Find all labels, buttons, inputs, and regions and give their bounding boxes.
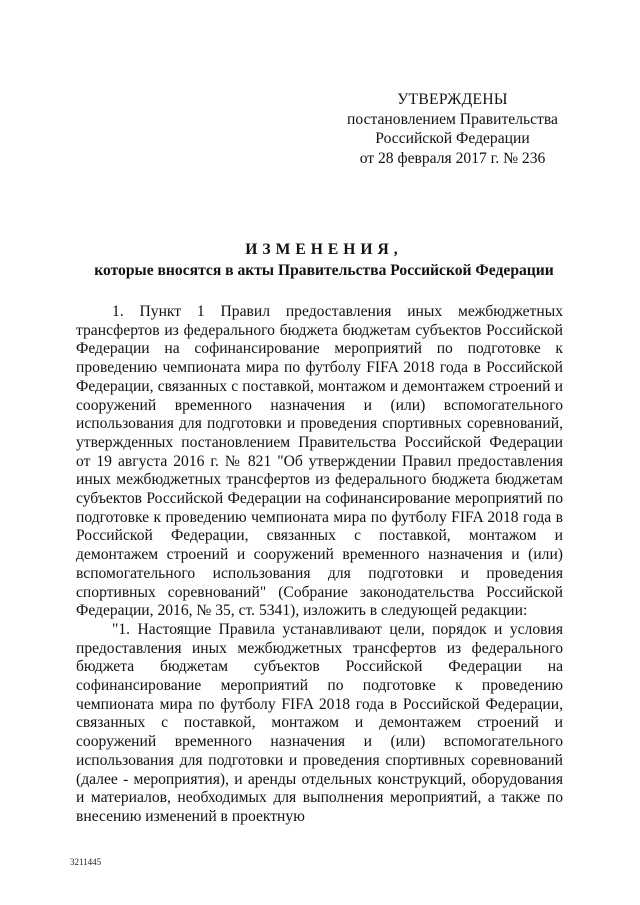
- approval-block: [330, 90, 575, 168]
- document-title: ИЗМЕНЕНИЯ,: [245, 241, 403, 258]
- document-body: [76, 303, 563, 827]
- approval-line: Российской Федерации: [375, 130, 530, 147]
- document-subtitle: которые вносятся в акты Правительства Российской Федерации: [94, 262, 554, 279]
- approval-heading: УТВЕРЖДЕНЫ: [397, 91, 508, 108]
- document-code: 3211445: [70, 857, 102, 867]
- approval-date-number: от 28 февраля 2017 г. № 236: [359, 149, 546, 167]
- approval-line: постановлением Правительства: [347, 110, 558, 128]
- paragraph: "1. Настоящие Правила устанавливают цели, порядок и условия предоставления иных межбюджетных трансфертов из федерального бюджета бюджетам субъектов Российской Федерации на софинансирование мероприятий по подготовке к проведению чемпионата мира по футболу FIFA 2018 года в Российской Федерации, связанных с поставкой, монтажом и демонтажем строений и сооружений временного назначения и (или) вспомогательного использования для подготовки и проведения спортивных соревнований (далее - мероприятия), и аренды отдельных конструкций, оборудования и материалов, необходимых для выполнения мероприятий, а также по внесению изменений в проектную: [76, 620, 563, 825]
- paragraph: 1. Пункт 1 Правил предоставления иных межбюджетных трансфертов из федерального бюджета бюджетам субъектов Российской Федерации на софинансирование мероприятий по подготовке к проведению чемпионата мира по футболу FIFA 2018 года в Российской Федерации, связанных с поставкой, монтажом и демонтажем строений и сооружений временного назначения и (или) вспомогательного использования для подготовки и проведения спортивных соревнований, утвержденных постановлением Правительства Российской Федерации от 19 августа 2016 г. № 821 "Об утверждении Правил предоставления иных межбюджетных трансфертов из федерального бюджета бюджетам субъектов Российской Федерации на софинансирование мероприятий по подготовке к проведению чемпионата мира по футболу FIFA 2018 года в Российской Федерации, связанных с поставкой, монтажом и демонтажем строений и сооружений временного назначения и (или) вспомогательного использования для подготовки и проведения спортивных соревнований" (Собрание законодательства Российской Федерации, 2016, № 35, ст. 5341), изложить в следующей редакции:: [76, 303, 563, 620]
